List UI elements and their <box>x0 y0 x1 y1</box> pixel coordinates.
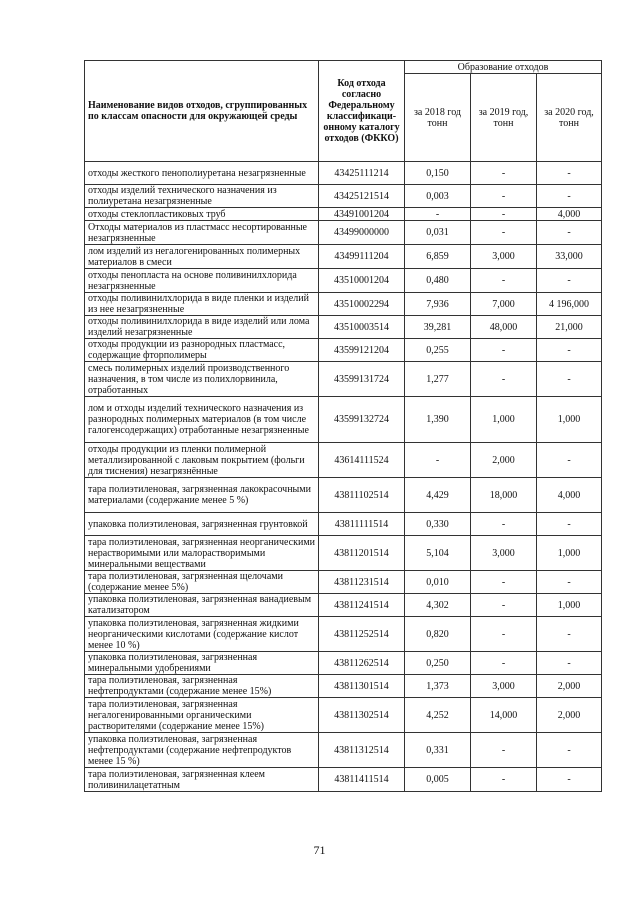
value-2018-cell: 0,255 <box>405 339 471 362</box>
table-row <box>85 208 602 221</box>
waste-name-cell: упаковка полиэтиленовая, загрязненная нефтепродуктами (содержание нефтепродуктов менее 15 %) <box>85 733 319 768</box>
table-row <box>85 339 602 362</box>
table-row <box>85 478 602 513</box>
value-2020-cell: - <box>537 768 602 792</box>
value-2019-cell: 3,000 <box>471 245 537 269</box>
value-2019-cell: - <box>471 571 537 594</box>
waste-table <box>84 60 602 792</box>
waste-name-cell: тара полиэтиленовая, загрязненная лакокрасочными материалами (содержание менее 5 %) <box>85 478 319 513</box>
value-2020-cell: 4 196,000 <box>537 293 602 316</box>
table-row <box>85 571 602 594</box>
value-2020-cell: 21,000 <box>537 316 602 339</box>
waste-code-cell: 43811301514 <box>319 675 405 698</box>
waste-name-cell: упаковка полиэтиленовая, загрязненная грунтовкой <box>85 513 319 536</box>
value-2019-cell: 2,000 <box>471 443 537 478</box>
value-2020-cell: - <box>537 443 602 478</box>
value-2020-cell: - <box>537 339 602 362</box>
value-2020-cell: - <box>537 513 602 536</box>
table-row <box>85 675 602 698</box>
value-2020-cell: - <box>537 162 602 185</box>
value-2018-cell: 0,010 <box>405 571 471 594</box>
table-row <box>85 594 602 617</box>
value-2019-cell: 7,000 <box>471 293 537 316</box>
waste-code-cell: 43811111514 <box>319 513 405 536</box>
value-2018-cell: - <box>405 208 471 221</box>
waste-code-cell: 43811312514 <box>319 733 405 768</box>
value-2020-cell: - <box>537 571 602 594</box>
table-header <box>85 61 602 162</box>
waste-code-cell: 43510002294 <box>319 293 405 316</box>
waste-code-cell: 43491001204 <box>319 208 405 221</box>
value-2020-cell: - <box>537 617 602 652</box>
value-2019-cell: - <box>471 269 537 293</box>
header-year-2019: за 2019 год, тонн <box>471 74 537 162</box>
header-year-2018: за 2018 год тонн <box>405 74 471 162</box>
waste-name-cell: упаковка полиэтиленовая, загрязненная жидкими неорганическими кислотами (содержание кислот менее 10 %) <box>85 617 319 652</box>
value-2020-cell: 33,000 <box>537 245 602 269</box>
value-2020-cell: 2,000 <box>537 698 602 733</box>
value-2019-cell: - <box>471 513 537 536</box>
waste-code-cell: 43811252514 <box>319 617 405 652</box>
value-2019-cell: - <box>471 221 537 245</box>
value-2018-cell: 39,281 <box>405 316 471 339</box>
waste-code-cell: 43599121204 <box>319 339 405 362</box>
value-2019-cell: 1,000 <box>471 397 537 443</box>
value-2020-cell: - <box>537 221 602 245</box>
waste-name-cell: лом изделий из негалогенированных полимерных материалов в смеси <box>85 245 319 269</box>
table-row <box>85 293 602 316</box>
value-2018-cell: 0,331 <box>405 733 471 768</box>
waste-code-cell: 43614111524 <box>319 443 405 478</box>
header-code-column: Код отхода согласно Федеральному классификаци-онному каталогу отходов (ФККО) <box>319 61 405 162</box>
waste-name-cell: смесь полимерных изделий производственного назначения, в том числе из полихлорвинила, отработанных <box>85 362 319 397</box>
waste-name-cell: упаковка полиэтиленовая, загрязненная ванадиевым катализатором <box>85 594 319 617</box>
table-row <box>85 397 602 443</box>
waste-code-cell: 43425111214 <box>319 162 405 185</box>
table-row <box>85 162 602 185</box>
value-2020-cell: - <box>537 362 602 397</box>
value-2019-cell: 14,000 <box>471 698 537 733</box>
value-2018-cell: 0,820 <box>405 617 471 652</box>
table-row <box>85 698 602 733</box>
waste-name-cell: отходы стеклопластиковых труб <box>85 208 319 221</box>
table-row <box>85 221 602 245</box>
value-2018-cell: 7,936 <box>405 293 471 316</box>
waste-name-cell: лом и отходы изделий технического назначения из разнородных полимерных материалов (в том числе галогенсодержащих) отработанные незагрязненные <box>85 397 319 443</box>
value-2020-cell: 4,000 <box>537 478 602 513</box>
value-2020-cell: 1,000 <box>537 536 602 571</box>
waste-name-cell: тара полиэтиленовая, загрязненная негалогенированными органическими растворителями (содержание менее 15%) <box>85 698 319 733</box>
value-2018-cell: 0,003 <box>405 185 471 208</box>
table-row <box>85 269 602 293</box>
value-2018-cell: 0,480 <box>405 269 471 293</box>
value-2020-cell: 1,000 <box>537 397 602 443</box>
waste-code-cell: 43510003514 <box>319 316 405 339</box>
waste-name-cell: отходы жесткого пенополиуретана незагрязненные <box>85 162 319 185</box>
value-2019-cell: - <box>471 362 537 397</box>
waste-name-cell: тара полиэтиленовая, загрязненная неорганическими нерастворимыми или малорастворимыми минеральными веществами <box>85 536 319 571</box>
table-row <box>85 185 602 208</box>
value-2019-cell: - <box>471 339 537 362</box>
waste-code-cell: 43425121514 <box>319 185 405 208</box>
value-2019-cell: 18,000 <box>471 478 537 513</box>
value-2020-cell: - <box>537 185 602 208</box>
waste-code-cell: 43811102514 <box>319 478 405 513</box>
table-row <box>85 316 602 339</box>
value-2019-cell: 3,000 <box>471 675 537 698</box>
waste-code-cell: 43811201514 <box>319 536 405 571</box>
waste-code-cell: 43811231514 <box>319 571 405 594</box>
waste-code-cell: 43499000000 <box>319 221 405 245</box>
value-2020-cell: - <box>537 269 602 293</box>
value-2018-cell: 5,104 <box>405 536 471 571</box>
table-row <box>85 768 602 792</box>
table-body <box>85 162 602 792</box>
waste-name-cell: Отходы материалов из пластмасс несортированные незагрязненные <box>85 221 319 245</box>
waste-code-cell: 43811241514 <box>319 594 405 617</box>
value-2019-cell: - <box>471 208 537 221</box>
value-2019-cell: - <box>471 768 537 792</box>
waste-name-cell: отходы поливинилхлорида в виде пленки и изделий из нее незагрязненные <box>85 293 319 316</box>
table-row <box>85 513 602 536</box>
value-2018-cell: 0,150 <box>405 162 471 185</box>
value-2018-cell: 0,005 <box>405 768 471 792</box>
waste-code-cell: 43599132724 <box>319 397 405 443</box>
value-2018-cell: 6,859 <box>405 245 471 269</box>
waste-name-cell: тара полиэтиленовая, загрязненная нефтепродуктами (содержание менее 15%) <box>85 675 319 698</box>
value-2019-cell: - <box>471 617 537 652</box>
table-row <box>85 362 602 397</box>
value-2020-cell: 2,000 <box>537 675 602 698</box>
waste-code-cell: 43811302514 <box>319 698 405 733</box>
table-row <box>85 617 602 652</box>
header-year-2020: за 2020 год, тонн <box>537 74 602 162</box>
table-row <box>85 443 602 478</box>
waste-code-cell: 43510001204 <box>319 269 405 293</box>
value-2018-cell: 4,252 <box>405 698 471 733</box>
value-2019-cell: - <box>471 652 537 675</box>
value-2019-cell: 3,000 <box>471 536 537 571</box>
value-2018-cell: 1,390 <box>405 397 471 443</box>
waste-code-cell: 43811262514 <box>319 652 405 675</box>
waste-name-cell: тара полиэтиленовая, загрязненная клеем поливинилацетатным <box>85 768 319 792</box>
value-2018-cell: 4,429 <box>405 478 471 513</box>
waste-code-cell: 43811411514 <box>319 768 405 792</box>
waste-code-cell: 43499111204 <box>319 245 405 269</box>
waste-name-cell: отходы пенопласта на основе поливинилхлорида незагрязненные <box>85 269 319 293</box>
value-2019-cell: - <box>471 162 537 185</box>
value-2020-cell: - <box>537 733 602 768</box>
waste-name-cell: тара полиэтиленовая, загрязненная щелочами (содержание менее 5%) <box>85 571 319 594</box>
value-2018-cell: 0,031 <box>405 221 471 245</box>
table-row <box>85 652 602 675</box>
waste-code-cell: 43599131724 <box>319 362 405 397</box>
value-2018-cell: 4,302 <box>405 594 471 617</box>
header-waste-generation: Образование отходов <box>405 61 602 74</box>
header-name-column: Наименование видов отходов, сгруппированных по классам опасности для окружающей среды <box>85 61 319 162</box>
value-2018-cell: 1,277 <box>405 362 471 397</box>
value-2020-cell: 4,000 <box>537 208 602 221</box>
value-2018-cell: 0,330 <box>405 513 471 536</box>
value-2019-cell: - <box>471 594 537 617</box>
value-2018-cell: 1,373 <box>405 675 471 698</box>
waste-name-cell: отходы продукции из пленки полимерной металлизированной с лаковым покрытием (фольги для тиснения) незагрязнённые <box>85 443 319 478</box>
page-number: 71 <box>313 843 326 857</box>
value-2019-cell: 48,000 <box>471 316 537 339</box>
waste-name-cell: отходы продукции из разнородных пластмасс, содержащие фторполимеры <box>85 339 319 362</box>
value-2019-cell: - <box>471 733 537 768</box>
waste-name-cell: отходы поливинилхлорида в виде изделий или лома изделий незагрязненные <box>85 316 319 339</box>
table-row <box>85 733 602 768</box>
value-2019-cell: - <box>471 185 537 208</box>
value-2018-cell: 0,250 <box>405 652 471 675</box>
table-row <box>85 536 602 571</box>
value-2020-cell: - <box>537 652 602 675</box>
waste-name-cell: упаковка полиэтиленовая, загрязненная минеральными удобрениями <box>85 652 319 675</box>
value-2018-cell: - <box>405 443 471 478</box>
waste-name-cell: отходы изделий технического назначения из полиуретана незагрязненные <box>85 185 319 208</box>
value-2020-cell: 1,000 <box>537 594 602 617</box>
table-row <box>85 245 602 269</box>
